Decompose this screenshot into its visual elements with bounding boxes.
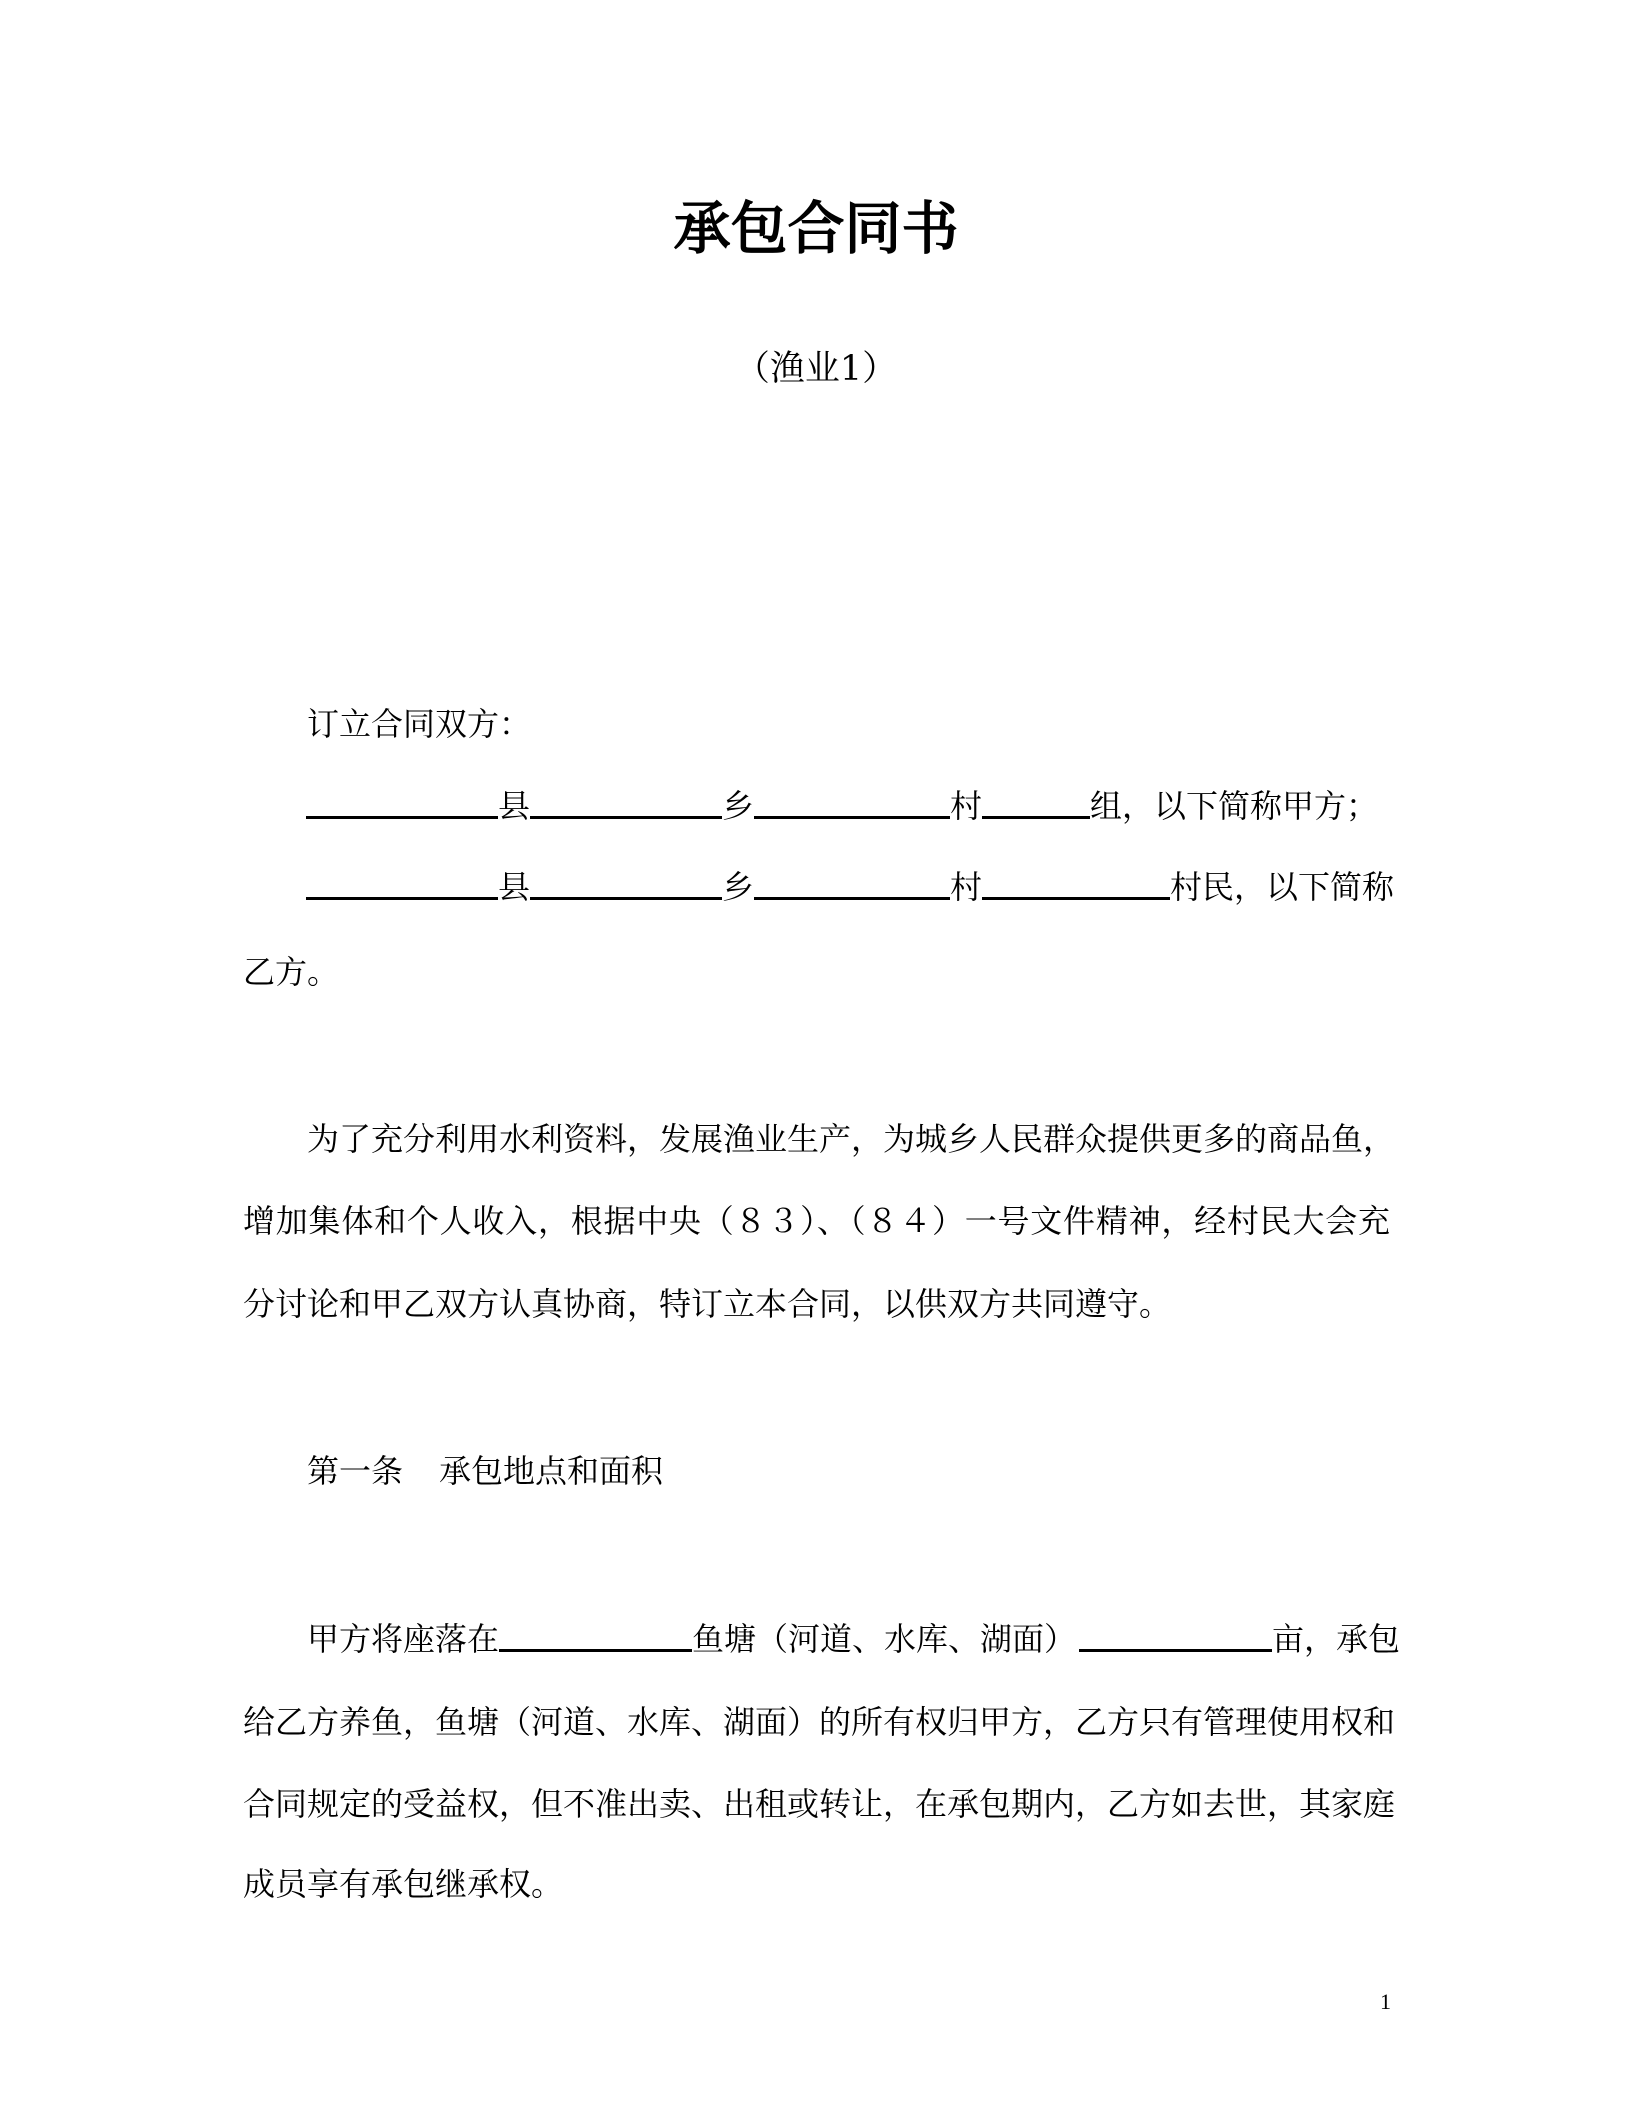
article-1-line: 成员享有承包继承权。	[243, 1865, 564, 1903]
location-prefix: 甲方将座落在	[307, 1620, 500, 1658]
village-blank[interactable]	[754, 867, 950, 900]
document-title: 承包合同书	[673, 196, 959, 262]
area-blank[interactable]	[1079, 1619, 1272, 1652]
party-a-suffix: 组，以下简称甲方；	[1090, 787, 1379, 825]
township-blank[interactable]	[530, 867, 722, 900]
parties-heading: 订立合同双方：	[307, 705, 532, 743]
location-blank[interactable]	[499, 1619, 692, 1652]
party-b-continuation: 乙方。	[243, 953, 340, 991]
article-1-line	[307, 1619, 1400, 1659]
preamble-line: 增加集体和个人收入，根据中央（８３）、（８４）一号文件精神，经村民大会充	[243, 1202, 1390, 1240]
group-blank[interactable]	[982, 786, 1090, 819]
article-number: 第一条	[307, 1452, 404, 1490]
article-1-line: 给乙方养鱼，鱼塘（河道、水库、湖面）的所有权归甲方，乙方只有管理使用权和	[243, 1703, 1396, 1741]
party-b-suffix: 村民，以下简称	[1170, 868, 1395, 906]
township-blank[interactable]	[530, 786, 722, 819]
party-a-line	[306, 786, 1378, 826]
township-label: 乡	[722, 787, 755, 825]
preamble-line: 分讨论和甲乙双方认真协商，特订立本合同，以供双方共同遵守。	[243, 1285, 1172, 1323]
village-label: 村	[950, 868, 983, 906]
article-1-heading	[307, 1451, 663, 1491]
county-blank[interactable]	[306, 786, 498, 819]
location-middle: 鱼塘（河道、水库、湖面）	[692, 1620, 1077, 1658]
county-label: 县	[498, 868, 531, 906]
villager-name-blank[interactable]	[982, 867, 1170, 900]
preamble-line: 为了充分利用水利资料，发展渔业生产，为城乡人民群众提供更多的商品鱼，	[307, 1120, 1396, 1158]
township-label: 乡	[722, 868, 755, 906]
location-suffix: 亩，承包	[1272, 1620, 1401, 1658]
document-subtitle: （渔业1）	[734, 349, 898, 389]
county-label: 县	[498, 787, 531, 825]
article-1-line: 合同规定的受益权，但不准出卖、出租或转让，在承包期内，乙方如去世，其家庭	[243, 1785, 1396, 1823]
party-b-line	[306, 867, 1394, 907]
article-title: 承包地点和面积	[439, 1452, 664, 1490]
village-blank[interactable]	[754, 786, 950, 819]
page-number: 1	[1380, 1989, 1391, 2014]
village-label: 村	[950, 787, 983, 825]
county-blank[interactable]	[306, 867, 498, 900]
